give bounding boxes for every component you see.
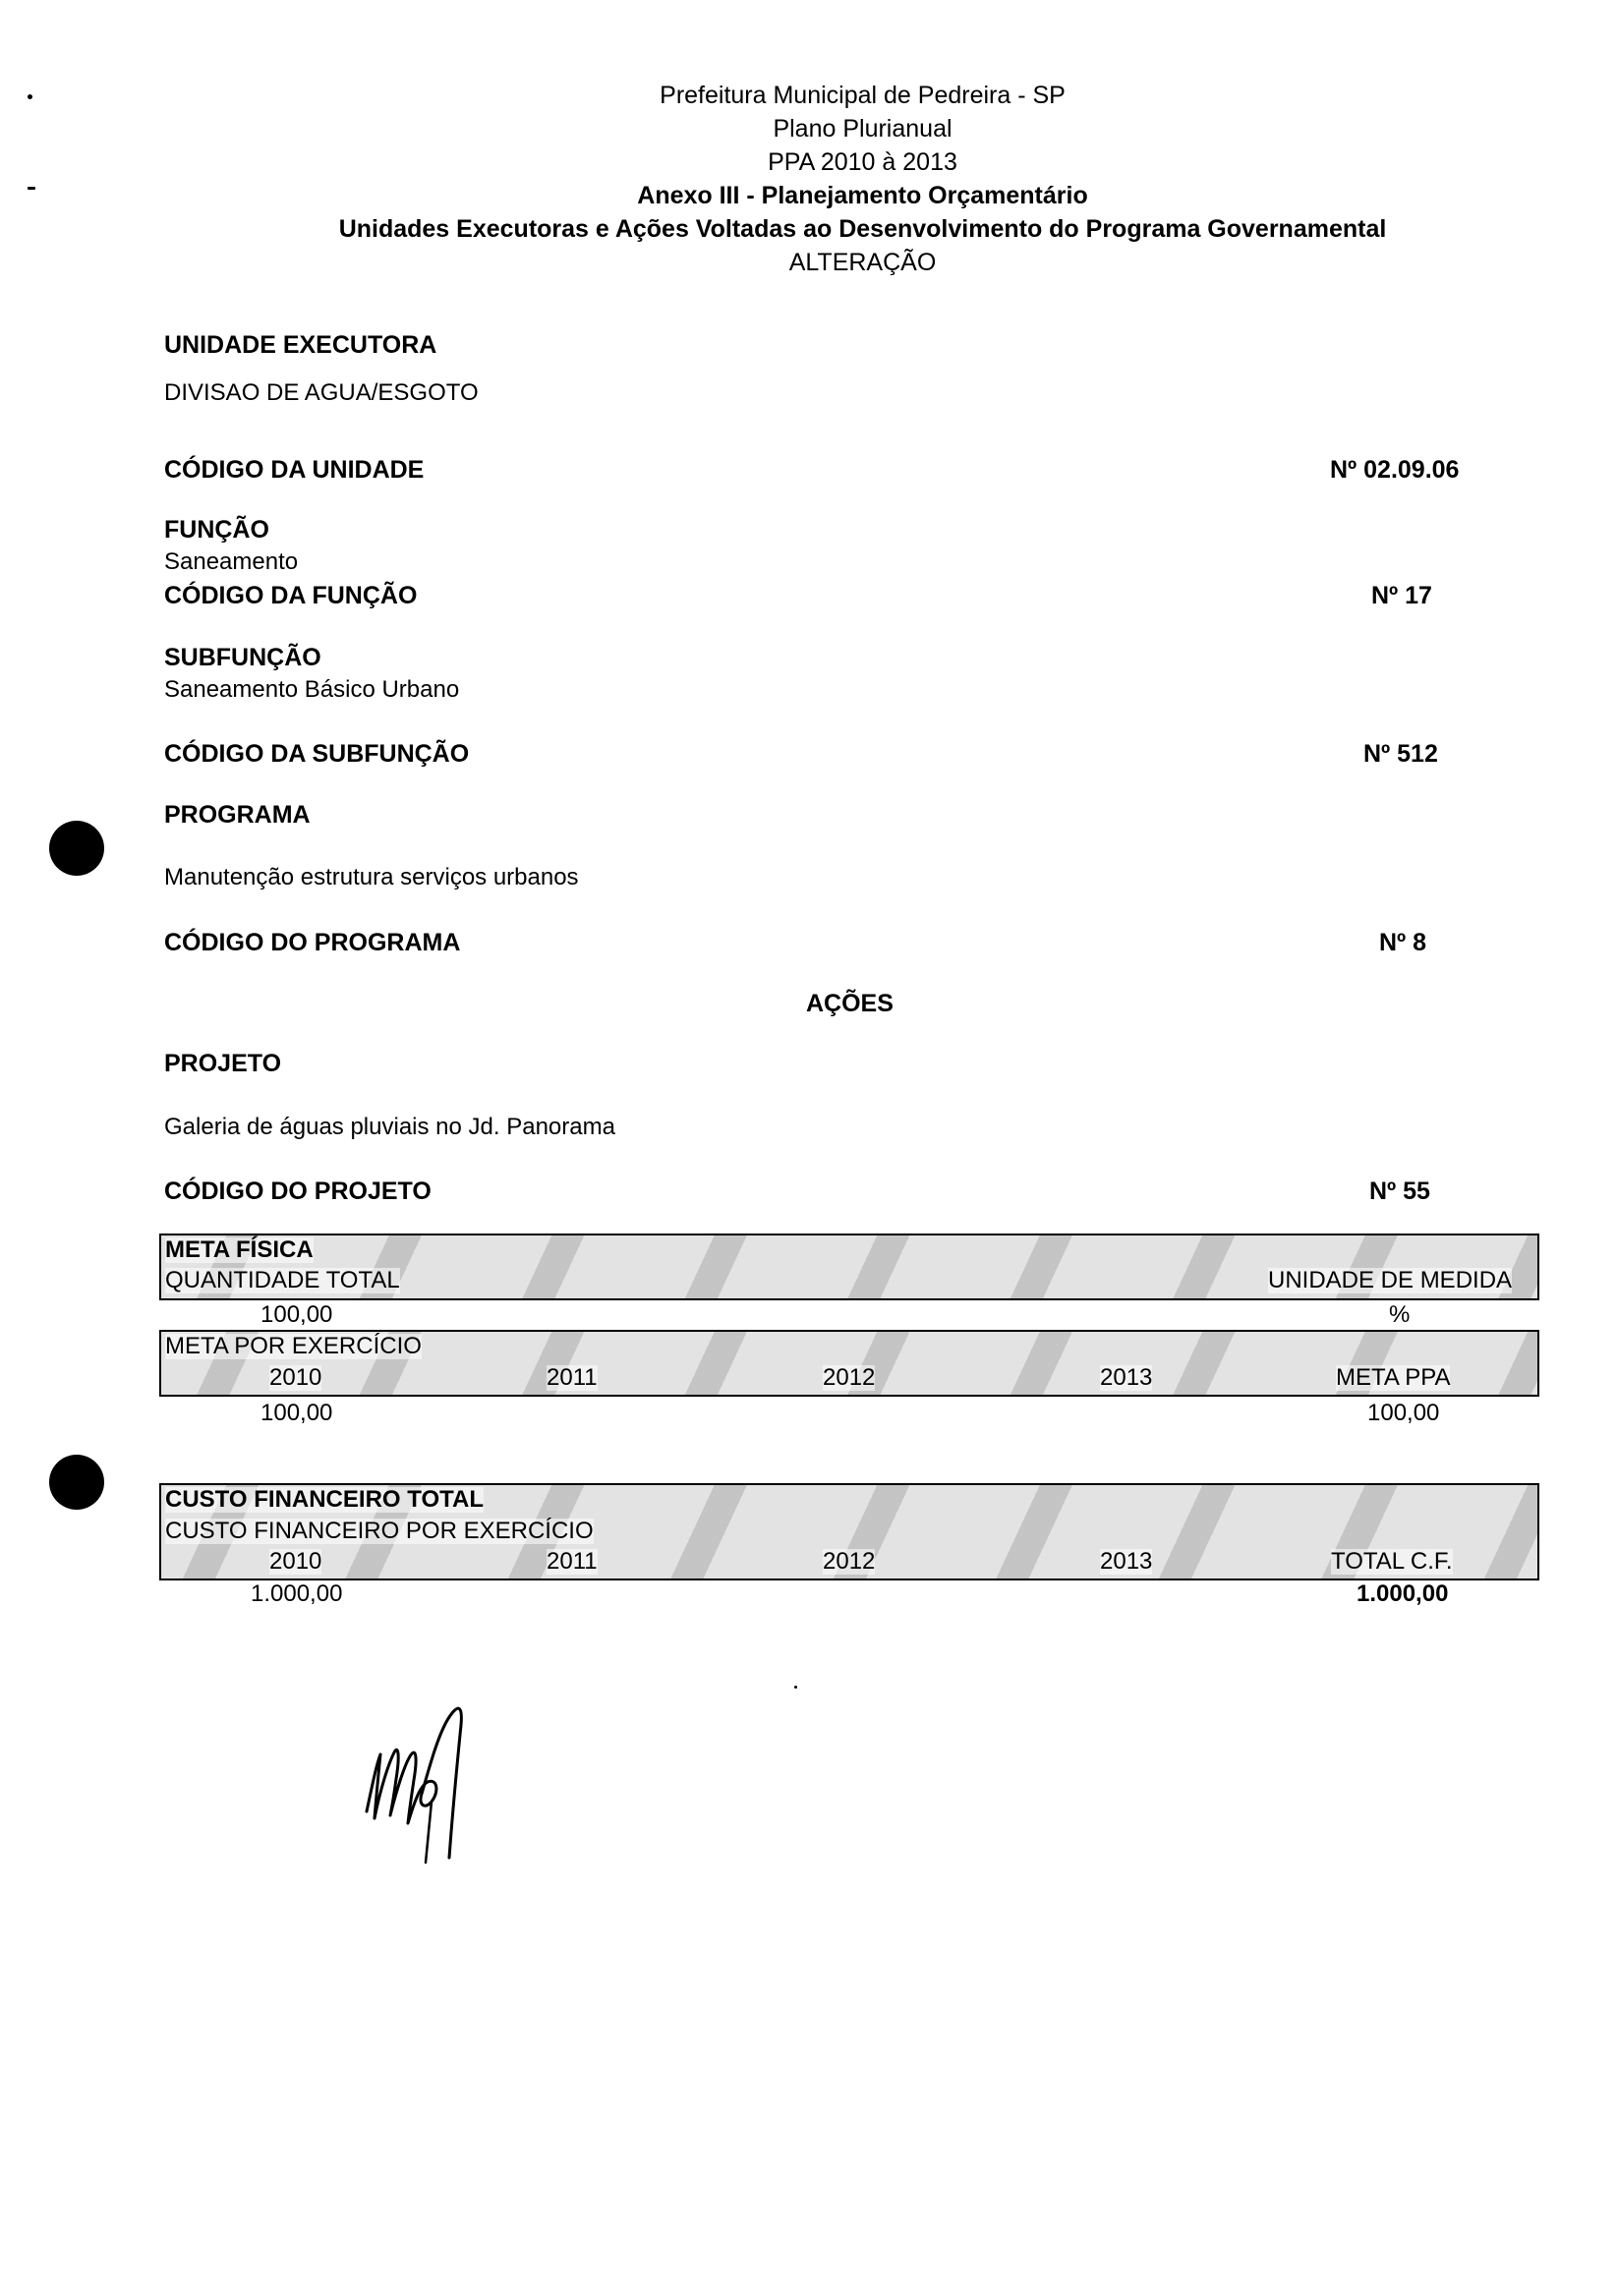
codigo-programa-value: Nº 8: [1379, 929, 1427, 956]
subfuncao-value: Saneamento Básico Urbano: [164, 676, 460, 703]
meta-year-2012: 2012: [823, 1364, 876, 1391]
scan-mark: [794, 1686, 797, 1689]
punch-hole-bottom: [49, 1455, 104, 1510]
header-municipality: Prefeitura Municipal de Pedreira - SP: [660, 82, 1066, 109]
quantidade-total-value: 100,00: [260, 1301, 333, 1328]
meta-2010-value: 100,00: [260, 1400, 333, 1426]
document-header: [0, 79, 1617, 279]
codigo-projeto-value: Nº 55: [1369, 1177, 1430, 1205]
funcao-label: FUNÇÃO: [164, 516, 269, 544]
custo-financeiro-box: [159, 1483, 1539, 1580]
projeto-value: Galeria de águas pluviais no Jd. Panorama: [164, 1114, 615, 1140]
meta-year-2010: 2010: [269, 1364, 322, 1391]
meta-year-2011: 2011: [547, 1364, 598, 1391]
projeto-label: PROJETO: [164, 1050, 282, 1077]
custo-total-value: 1.000,00: [1357, 1580, 1449, 1607]
meta-year-2013: 2013: [1100, 1364, 1153, 1391]
custo-year-2013: 2013: [1100, 1548, 1153, 1575]
codigo-subfuncao-value: Nº 512: [1363, 740, 1438, 768]
unidade-medida-value: %: [1389, 1301, 1411, 1328]
codigo-subfuncao-label: CÓDIGO DA SUBFUNÇÃO: [164, 740, 470, 768]
meta-fisica-box: [159, 1234, 1539, 1300]
custo-exercicio-subtitle: CUSTO FINANCEIRO POR EXERCÍCIO: [165, 1518, 594, 1544]
meta-exercicio-title: META POR EXERCÍCIO: [165, 1333, 422, 1359]
custo-year-2010: 2010: [269, 1548, 322, 1575]
punch-hole-top: [49, 821, 104, 876]
header-plan: Plano Plurianual: [773, 115, 953, 143]
acoes-title: AÇÕES: [806, 990, 894, 1017]
custo-2010-value: 1.000,00: [251, 1580, 343, 1607]
funcao-value: Saneamento: [164, 548, 299, 575]
custo-total-label: TOTAL C.F.: [1331, 1548, 1453, 1575]
codigo-unidade-label: CÓDIGO DA UNIDADE: [164, 456, 425, 484]
programa-label: PROGRAMA: [164, 801, 311, 829]
codigo-funcao-label: CÓDIGO DA FUNÇÃO: [164, 582, 418, 609]
custo-total-title: CUSTO FINANCEIRO TOTAL: [165, 1486, 484, 1513]
custo-year-2011: 2011: [547, 1548, 598, 1575]
meta-fisica-title: META FÍSICA: [165, 1236, 314, 1263]
programa-value: Manutenção estrutura serviços urbanos: [164, 864, 579, 890]
header-subtitle: Unidades Executoras e Ações Voltadas ao Desenvolvimento do Programa Governamental: [338, 215, 1387, 243]
custo-year-2012: 2012: [823, 1548, 876, 1575]
meta-ppa-label: META PPA: [1336, 1364, 1451, 1391]
header-period: PPA 2010 à 2013: [768, 148, 957, 176]
codigo-projeto-label: CÓDIGO DO PROJETO: [164, 1177, 432, 1205]
meta-ppa-value: 100,00: [1367, 1400, 1440, 1426]
unidade-medida-label: UNIDADE DE MEDIDA: [1268, 1267, 1513, 1293]
quantidade-total-label: QUANTIDADE TOTAL: [165, 1267, 400, 1293]
unidade-executora-label: UNIDADE EXECUTORA: [164, 331, 437, 359]
handwritten-signature: [359, 1695, 496, 1872]
codigo-programa-label: CÓDIGO DO PROGRAMA: [164, 929, 461, 956]
header-annex: Anexo III - Planejamento Orçamentário: [637, 182, 1088, 209]
codigo-unidade-value: Nº 02.09.06: [1330, 456, 1460, 484]
unidade-executora-value: DIVISAO DE AGUA/ESGOTO: [164, 379, 479, 406]
subfuncao-label: SUBFUNÇÃO: [164, 644, 321, 671]
meta-exercicio-box: [159, 1330, 1539, 1397]
codigo-funcao-value: Nº 17: [1371, 582, 1432, 609]
header-status: ALTERAÇÃO: [788, 249, 937, 276]
